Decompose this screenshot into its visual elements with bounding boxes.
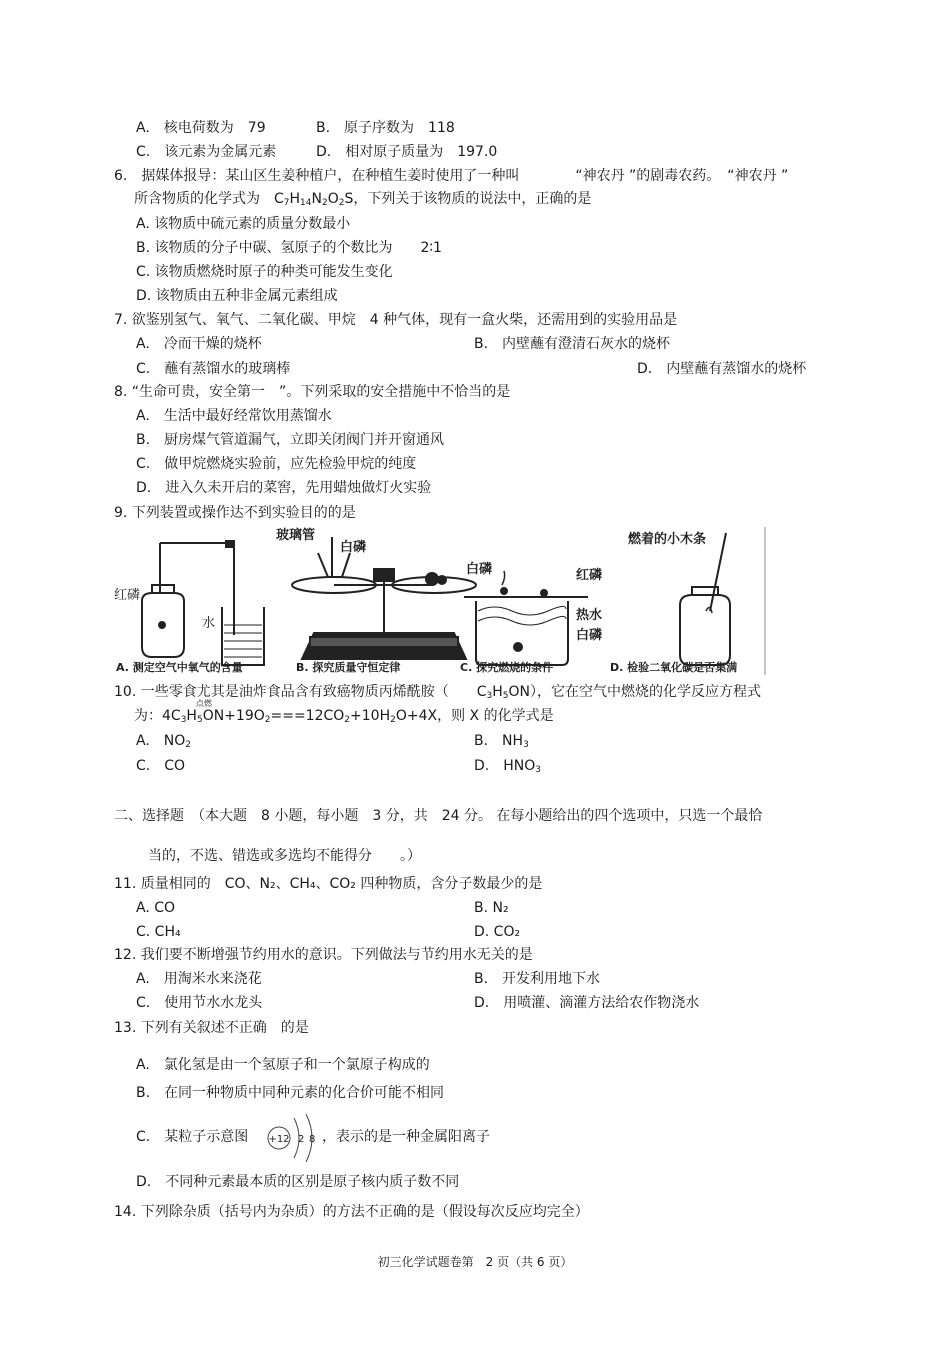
q5-option-c: C. 该元素为金属元素 bbox=[136, 144, 277, 160]
section2-heading-line2: 当的，不选、错选或多选均不能得分 。） bbox=[148, 848, 421, 864]
q13-option-c-post: ，表示的是一种金属阳离子 bbox=[322, 1129, 490, 1145]
q11-option-c: C. CH₄ bbox=[136, 924, 181, 940]
q6-stem-line1: 6. 据媒体报导：某山区生姜种植户，在种植生姜时使用了一种叫 “神农丹 ”的剧毒农药。 “神农丹 ” bbox=[114, 168, 789, 184]
page-footer: 初三化学试题卷第 2 页（共 6 页） bbox=[377, 1255, 573, 1269]
q10-option-d: D. $HNO_3$ bbox=[474, 758, 541, 775]
q7-option-b: B. 内壁蘸有澄清石灰水的烧杯 bbox=[474, 336, 671, 352]
ion-shell-2: 8 bbox=[309, 1134, 316, 1145]
q10-stem-line1: 10. 一些零食尤其是油炸食品含有致癌物质丙烯酰胺（ $C_3H_5ON$），它在空气中燃烧的化学反应方程式 bbox=[114, 684, 761, 701]
q6-option-b: B. 该物质的分子中碳、氢原子的个数比为 2∶1 bbox=[136, 240, 442, 256]
q6-option-a: A. 该物质中硫元素的质量分数最小 bbox=[136, 216, 351, 232]
label-glass-tube: 玻璃管 bbox=[276, 528, 316, 543]
label-water-a: 水 bbox=[202, 616, 216, 631]
q10-option-c: C. CO bbox=[136, 758, 186, 774]
label-white-phosphorus-b: 白磷 bbox=[340, 540, 367, 555]
caption-b: B. 探究质量守恒定律 bbox=[296, 661, 401, 674]
q5-option-b: B. 原子序数为 118 bbox=[316, 120, 455, 136]
label-red-phosphorus-a: 红磷 bbox=[114, 588, 141, 603]
q7-option-c: C. 蘸有蒸馏水的玻璃棒 bbox=[136, 361, 291, 377]
q12-option-b: B. 开发利用地下水 bbox=[474, 971, 601, 987]
q13-option-a: A. 氯化氢是由一个氢原子和一个氯原子构成的 bbox=[136, 1057, 430, 1073]
q8-option-a: A. 生活中最好经常饮用蒸馏水 bbox=[136, 408, 332, 424]
q8-stem: 8. “生命可贵，安全第一 ”。下列采取的安全措施中不恰当的是 bbox=[114, 384, 511, 400]
q10-option-b: B. $NH_3$ bbox=[474, 733, 529, 750]
q6-stem-line2: 所含物质的化学式为 $C_7H_{14}N_2O_2S$，下列关于该物质的说法中，正确的是 bbox=[134, 191, 592, 208]
label-hot-water: 热水 bbox=[576, 608, 603, 623]
q10-condition-ignite: 点燃 bbox=[196, 699, 212, 708]
ion-shell-1: 2 bbox=[298, 1134, 305, 1145]
q6-option-d: D. 该物质由五种非金属元素组成 bbox=[136, 288, 338, 304]
ion-structure-diagram bbox=[262, 1108, 320, 1168]
q11-stem: 11. 质量相同的 CO、N₂、CH₄、CO₂ 四种物质，含分子数最少的是 bbox=[114, 876, 543, 892]
section2-heading-line1: 二、选择题 （本大题 8 小题，每小题 3 分，共 24 分。 在每小题给出的四个选项中，只选一个最恰 bbox=[114, 808, 763, 824]
label-burning-stick: 燃着的小木条 bbox=[628, 532, 707, 547]
caption-c: C. 探究燃烧的条件 bbox=[460, 661, 554, 674]
q8-option-d: D. 进入久未开启的菜窖，先用蜡烛做灯火实验 bbox=[136, 480, 432, 496]
q11-option-b: B. N₂ bbox=[474, 900, 509, 916]
q5-option-a: A. 核电荷数为 79 bbox=[136, 120, 266, 136]
q13-option-b: B. 在同一种物质中同种元素的化合价可能不相同 bbox=[136, 1085, 445, 1101]
q12-option-c: C. 使用节水水龙头 bbox=[136, 995, 263, 1011]
q6-option-c: C. 该物质燃烧时原子的种类可能发生变化 bbox=[136, 264, 393, 280]
caption-d: D. 检验二氧化碳是否集满 bbox=[610, 661, 738, 674]
q12-option-d: D. 用喷灌、滴灌方法给农作物浇水 bbox=[474, 995, 700, 1011]
q7-stem: 7. 欲鉴别氢气、氧气、二氧化碳、甲烷 4 种气体，现有一盒火柴，还需用到的实验用品是 bbox=[114, 312, 678, 328]
q12-stem: 12. 我们要不断增强节约用水的意识。下列做法与节约用水无关的是 bbox=[114, 947, 533, 963]
q13-option-d: D. 不同种元素最本质的区别是原子核内质子数不同 bbox=[136, 1174, 460, 1190]
q11-option-d: D. CO₂ bbox=[474, 924, 521, 940]
q10-option-a: A. $NO_2$ bbox=[136, 733, 192, 750]
q13-option-c-pre: C. 某粒子示意图 bbox=[136, 1129, 249, 1145]
q7-option-d: D. 内壁蘸有蒸馏水的烧杯 bbox=[637, 361, 807, 377]
q12-option-a: A. 用淘米水来浇花 bbox=[136, 971, 262, 987]
q10-stem-line2: 为：$4C_3H_5ON+19O_2===12CO_2+10H_2O+4X$，则 X 的化学式是 bbox=[134, 708, 554, 725]
ion-nucleus-charge: +12 bbox=[268, 1134, 290, 1145]
q9-stem: 9. 下列装置或操作达不到实验目的的是 bbox=[114, 505, 356, 521]
q11-option-a: A. CO bbox=[136, 900, 176, 916]
label-red-phosphorus-c: 红磷 bbox=[576, 568, 603, 583]
q5-option-d: D. 相对原子质量为 197.0 bbox=[316, 144, 498, 160]
q9-apparatus-figure bbox=[114, 525, 774, 675]
q8-option-c: C. 做甲烷燃烧实验前，应先检验甲烷的纯度 bbox=[136, 456, 417, 472]
caption-a: A. 测定空气中氧气的含量 bbox=[116, 661, 243, 674]
q7-option-a: A. 冷而干燥的烧杯 bbox=[136, 336, 262, 352]
q13-stem: 13. 下列有关叙述不正确 的是 bbox=[114, 1020, 309, 1036]
label-white-phosphorus-c: 白磷 bbox=[466, 562, 493, 577]
q14-stem: 14. 下列除杂质（括号内为杂质）的方法不正确的是（假设每次反应均完全） bbox=[114, 1204, 589, 1220]
label-white-phosphorus-c2: 白磷 bbox=[576, 628, 603, 643]
q8-option-b: B. 厨房煤气管道漏气，立即关闭阀门并开窗通风 bbox=[136, 432, 445, 448]
